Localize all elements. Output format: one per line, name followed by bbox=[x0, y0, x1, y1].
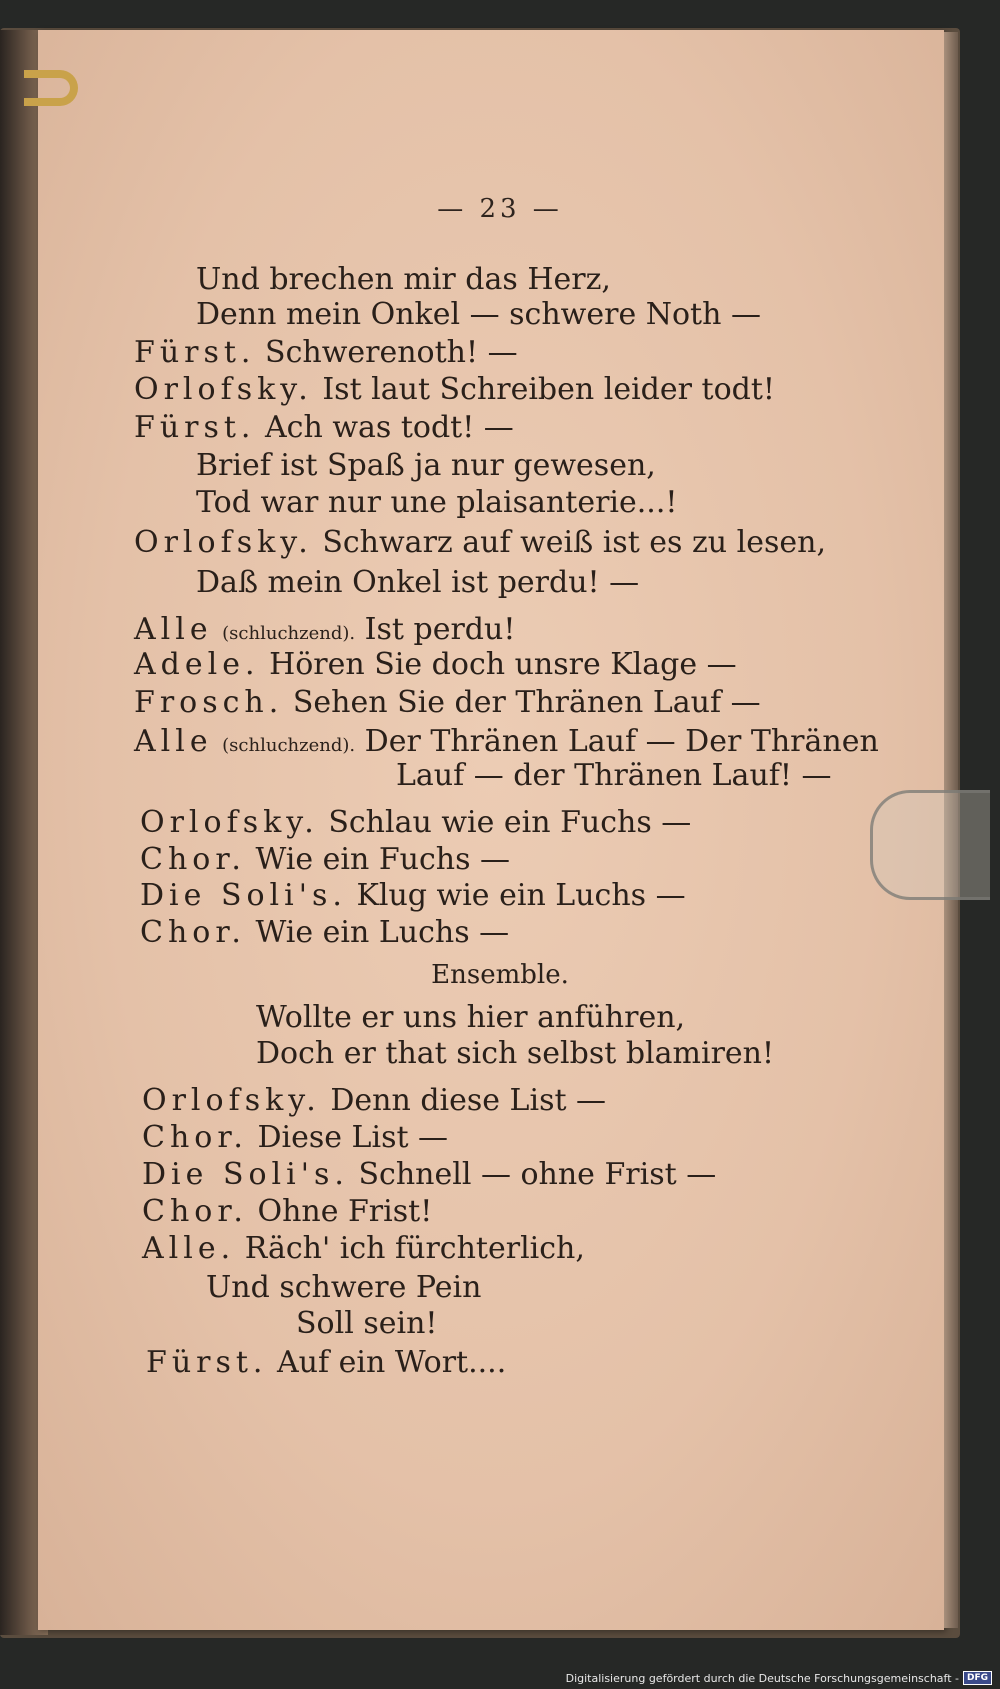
speaker-name: Orlofsky. bbox=[142, 1083, 321, 1118]
speaker-name: Frosch. bbox=[134, 685, 284, 720]
speaker-name: Adele. bbox=[134, 647, 260, 682]
line-text: Sehen Sie der Thränen Lauf — bbox=[292, 685, 761, 720]
speaker-line bbox=[134, 685, 761, 721]
line-text: Schnell — ohne Frist — bbox=[358, 1157, 717, 1192]
speaker-name: Alle. bbox=[142, 1231, 236, 1266]
speaker-line bbox=[142, 1194, 432, 1230]
speaker-name: Orlofsky. bbox=[134, 525, 313, 560]
speaker-line bbox=[134, 335, 518, 371]
line-text: Und brechen mir das Herz, bbox=[196, 262, 611, 297]
line-text: Schwarz auf weiß ist es zu lesen, bbox=[322, 525, 826, 560]
speaker-name: Alle bbox=[134, 612, 213, 647]
line-text: Denn mein Onkel — schwere Noth — bbox=[196, 297, 761, 332]
speaker-name: Chor. bbox=[142, 1120, 248, 1155]
text-line bbox=[196, 485, 677, 521]
line-text: Wie ein Luchs — bbox=[255, 915, 510, 950]
speaker-name: Chor. bbox=[140, 842, 246, 877]
speaker-line bbox=[134, 647, 737, 683]
text-line bbox=[196, 297, 761, 333]
speaker-name: Die Soli's. bbox=[142, 1157, 349, 1192]
speaker-name: Fürst. bbox=[134, 335, 256, 370]
speaker-line bbox=[142, 1157, 716, 1193]
text-line bbox=[296, 1306, 437, 1342]
line-text: Daß mein Onkel ist perdu! — bbox=[196, 565, 640, 600]
speaker-line bbox=[134, 612, 515, 652]
speaker-line bbox=[134, 372, 775, 408]
digitization-footer bbox=[566, 1671, 992, 1685]
line-text: Klug wie ein Luchs — bbox=[356, 878, 686, 913]
speaker-line bbox=[142, 1083, 606, 1119]
text-line bbox=[206, 1270, 481, 1306]
footer-text: Digitalisierung gefördert durch die Deutsche Forschungsgemeinschaft - bbox=[565, 1671, 959, 1685]
text-line bbox=[196, 262, 611, 298]
text-line bbox=[256, 1000, 685, 1036]
speaker-name: Alle bbox=[134, 724, 213, 759]
speaker-line bbox=[142, 1120, 448, 1156]
speaker-line bbox=[140, 805, 691, 841]
speaker-line bbox=[146, 1345, 506, 1381]
page-number: — 23 — bbox=[437, 194, 563, 224]
page-clip bbox=[870, 790, 990, 900]
line-text: Lauf — der Thränen Lauf! — bbox=[396, 758, 832, 793]
line-text: Wollte er uns hier anführen, bbox=[256, 1000, 686, 1035]
speaker-line bbox=[142, 1231, 585, 1267]
text-line bbox=[196, 448, 656, 484]
text-line bbox=[396, 758, 831, 794]
line-text: Doch er that sich selbst blamiren! bbox=[256, 1036, 775, 1071]
stage-direction: (schluchzend). bbox=[222, 623, 356, 644]
speaker-name: Orlofsky. bbox=[134, 372, 313, 407]
line-text: Schlau wie ein Fuchs — bbox=[328, 805, 692, 840]
line-text: Ist laut Schreiben leider todt! bbox=[322, 372, 775, 407]
line-text: Hören Sie doch unsre Klage — bbox=[269, 647, 737, 682]
dfg-logo-icon: DFG bbox=[963, 1671, 992, 1685]
line-text: Tod war nur une plaisanterie...! bbox=[196, 485, 678, 520]
line-text: Räch' ich fürchterlich, bbox=[244, 1231, 585, 1266]
speaker-line bbox=[140, 842, 510, 878]
text-line bbox=[256, 1036, 774, 1072]
line-text: Ohne Frist! bbox=[257, 1194, 433, 1229]
stage-direction: (schluchzend). bbox=[222, 735, 356, 756]
speaker-name: Fürst. bbox=[134, 410, 256, 445]
line-text: Und schwere Pein bbox=[206, 1270, 482, 1305]
line-text: Der Thränen Lauf — Der Thränen bbox=[364, 724, 879, 759]
speaker-name: Chor. bbox=[142, 1194, 248, 1229]
line-text: Auf ein Wort.... bbox=[277, 1345, 507, 1380]
ribbon-ring bbox=[24, 70, 78, 106]
line-text: Schwerenoth! — bbox=[265, 335, 518, 370]
line-text: Brief ist Spaß ja nur gewesen, bbox=[196, 448, 656, 483]
speaker-name: Chor. bbox=[140, 915, 246, 950]
speaker-name: Die Soli's. bbox=[140, 878, 347, 913]
line-text: Diese List — bbox=[257, 1120, 449, 1155]
speaker-line bbox=[140, 878, 686, 914]
speaker-name: Fürst. bbox=[146, 1345, 268, 1380]
line-text: Soll sein! bbox=[296, 1306, 438, 1341]
speaker-line bbox=[134, 525, 826, 561]
line-text: Wie ein Fuchs — bbox=[255, 842, 511, 877]
line-text: Denn diese List — bbox=[330, 1083, 607, 1118]
speaker-line bbox=[140, 915, 509, 951]
text-line bbox=[196, 565, 639, 601]
line-text: Ist perdu! bbox=[364, 612, 516, 647]
speaker-name: Orlofsky. bbox=[140, 805, 319, 840]
speaker-line bbox=[134, 410, 514, 446]
section-heading: Ensemble. bbox=[431, 960, 569, 990]
line-text: Ach was todt! — bbox=[265, 410, 514, 445]
